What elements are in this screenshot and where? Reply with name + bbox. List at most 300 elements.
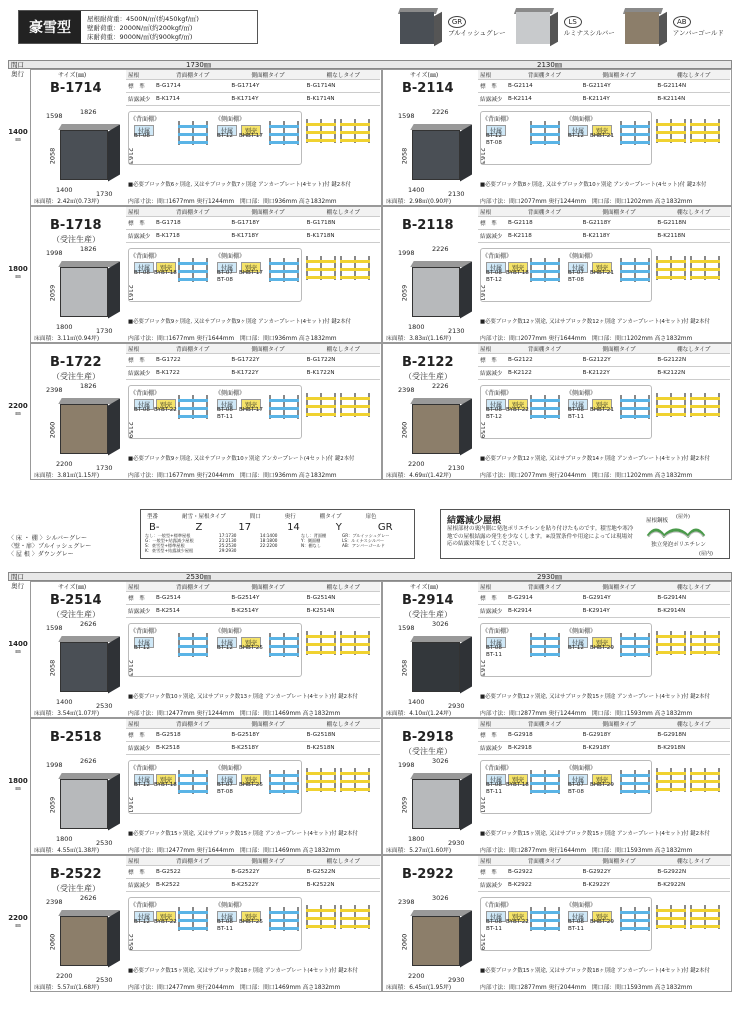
depth-unit: ㎜ bbox=[15, 410, 21, 417]
model-code: B-G1718 bbox=[156, 220, 181, 226]
back-shelf-label: 《背面棚》 bbox=[130, 116, 161, 123]
table-header: 側面棚タイプ bbox=[602, 858, 636, 865]
roof-type: 結露減少 bbox=[128, 371, 151, 377]
frontage-label: 間口 bbox=[11, 573, 24, 581]
shelf-rack-icon bbox=[690, 631, 720, 655]
included-tag: 付属 bbox=[486, 774, 506, 785]
back-shelf-label: 《背面棚》 bbox=[482, 253, 513, 260]
series-title: 豪雪型 bbox=[19, 11, 81, 43]
height-dim-front: 2060 bbox=[48, 933, 57, 951]
back-shelf-option: BYBT-18 bbox=[154, 270, 177, 276]
table-header: 棚なしタイプ bbox=[677, 858, 711, 865]
model-name: B-2514 bbox=[50, 593, 102, 608]
model-table bbox=[126, 856, 380, 892]
table-row bbox=[478, 866, 730, 879]
floor-area: 床面積：6.45㎡(1.95坪) bbox=[386, 985, 452, 991]
color-gr bbox=[400, 6, 506, 46]
table-row bbox=[478, 354, 730, 367]
code-val: Y bbox=[335, 522, 342, 533]
block-note: ■必要ブロック数12ヶ別途, 又はサブロック数15ヶ別途 アンカープレート(4セット)付 鍵2本付 bbox=[480, 694, 710, 700]
model-code: B-K2922N bbox=[657, 882, 686, 888]
code-head: 間口 bbox=[249, 514, 261, 520]
table-row bbox=[478, 729, 730, 742]
back-shelf-part: BT-11 bbox=[486, 789, 502, 795]
code-desc: 17:1730 21:2130 25:2530 29:2930 bbox=[219, 533, 237, 553]
made-to-order: （受注生産） bbox=[52, 610, 100, 619]
model-code: B-K2914 bbox=[508, 608, 532, 614]
table-header: 背面棚タイプ bbox=[176, 858, 210, 865]
side-shelf-label: 《側面棚》 bbox=[566, 390, 597, 397]
floor-area: 床面積：5.27㎡(1.60坪) bbox=[386, 848, 452, 854]
model-code: B-G2922N bbox=[657, 869, 687, 875]
model-code: B-G1714Y bbox=[231, 83, 260, 89]
table-header: 屋根 bbox=[480, 858, 492, 865]
shed-illustration bbox=[412, 773, 472, 833]
block-note: ■必要ブロック数8ヶ別途, 又はサブロック数10ヶ別途 アンカープレート(4セット)付 鍵2本付 bbox=[480, 182, 707, 188]
roof-type: 結露減少 bbox=[128, 746, 151, 752]
base-width-dim: 1730 bbox=[96, 190, 113, 198]
table-header: 側面棚タイプ bbox=[602, 721, 636, 728]
inner-dimensions: 内部寸法：間口1677mm 奥行2044mm 開口部：間口936mm 高さ1832mm bbox=[128, 473, 337, 479]
height-dim-rear: 2163 bbox=[126, 659, 135, 677]
shed-illustration bbox=[60, 636, 120, 696]
side-shelf-label: 《側面棚》 bbox=[566, 902, 597, 909]
model-code: B-G2122N bbox=[657, 357, 687, 363]
model-code: B-K2918N bbox=[657, 745, 686, 751]
shelf-rack-icon bbox=[530, 258, 560, 282]
side-shelf-part: BT-12 bbox=[568, 645, 584, 651]
height-dim-rear: 2163 bbox=[126, 147, 135, 165]
model-code: B-G2518N bbox=[306, 732, 336, 738]
model-table bbox=[478, 582, 730, 618]
width-dim: 1826 bbox=[80, 382, 97, 390]
model-name: B-2518 bbox=[50, 730, 102, 745]
depth-dim: 1998 bbox=[398, 761, 415, 769]
option-tag: 別売 bbox=[508, 911, 528, 922]
frontage-width: 1730㎜ bbox=[186, 61, 211, 69]
shelf-rack-icon bbox=[269, 258, 299, 282]
option-tag: 別売 bbox=[241, 774, 261, 785]
condensation-roof-info bbox=[440, 509, 730, 559]
table-header: 屋根 bbox=[128, 346, 140, 353]
back-shelf-option: BYBT-18 bbox=[506, 782, 529, 788]
code-desc: 14:1400 18:1800 22:2200 bbox=[260, 533, 278, 548]
option-tag: 別売 bbox=[241, 262, 261, 273]
diagram-label: 独立発泡ポリエチレン bbox=[651, 542, 706, 548]
table-row bbox=[126, 93, 380, 106]
base-depth-dim: 1400 bbox=[56, 698, 73, 706]
shelf-rack-icon bbox=[269, 770, 299, 794]
shed-illustration bbox=[412, 261, 472, 321]
table-row bbox=[126, 80, 380, 93]
shed-illustration bbox=[412, 636, 472, 696]
table-row bbox=[478, 879, 730, 892]
back-shelf-part: BT-08 bbox=[486, 270, 502, 276]
model-name: B-1714 bbox=[50, 81, 102, 96]
frontage-header-row bbox=[8, 60, 732, 69]
height-dim-front: 2060 bbox=[400, 933, 409, 951]
height-dim-front: 2059 bbox=[48, 284, 57, 302]
height-dim-front: 2058 bbox=[400, 659, 409, 677]
model-code: B-G1718Y bbox=[231, 220, 260, 226]
model-code: B-K1722Y bbox=[231, 370, 259, 376]
color-code: GR bbox=[448, 16, 466, 28]
frontage-width: 2930㎜ bbox=[537, 573, 562, 581]
model-code: B-G2118Y bbox=[582, 220, 611, 226]
back-shelf-label: 《背面棚》 bbox=[482, 628, 513, 635]
depth-dim: 2398 bbox=[46, 898, 63, 906]
table-header: 屋根 bbox=[480, 584, 492, 591]
model-name: B-2914 bbox=[402, 593, 454, 608]
base-depth-dim: 1400 bbox=[56, 186, 73, 194]
depth-row-label bbox=[8, 914, 28, 929]
base-depth-dim: 2200 bbox=[56, 460, 73, 468]
base-width-dim: 2130 bbox=[448, 464, 465, 472]
table-header: 棚なしタイプ bbox=[677, 72, 711, 79]
base-depth-dim: 1800 bbox=[56, 835, 73, 843]
included-tag: 付属 bbox=[568, 637, 588, 648]
made-to-order: （受注生産） bbox=[404, 747, 452, 756]
side-shelf-label: 《側面棚》 bbox=[215, 628, 246, 635]
legend-line: 〈壁・扉〉ブルイッシュグレー bbox=[8, 543, 92, 550]
block-note: ■必要ブロック数12ヶ別途, 又はサブロック数14ヶ別途 アンカープレート(4セット)付 鍵2本付 bbox=[480, 456, 710, 462]
roof-type: 標 準 bbox=[480, 221, 497, 227]
depth-dim: 1598 bbox=[398, 112, 415, 120]
table-header: 棚なしタイプ bbox=[677, 209, 711, 216]
model-code: B-G2514Y bbox=[231, 595, 260, 601]
table-row bbox=[478, 230, 730, 243]
shelf-rack-icon bbox=[340, 631, 370, 655]
included-tag: 付属 bbox=[134, 911, 154, 922]
side-shelf-part: BT-07 bbox=[217, 270, 233, 276]
included-tag: 付属 bbox=[217, 125, 237, 136]
roof-type: 標 準 bbox=[480, 358, 497, 364]
height-dim-front: 2058 bbox=[48, 659, 57, 677]
back-shelf-part: BT-08 bbox=[134, 407, 150, 413]
shelf-rack-icon bbox=[340, 393, 370, 417]
table-header: 背面棚タイプ bbox=[527, 858, 561, 865]
model-code: B-K2114 bbox=[508, 96, 532, 102]
model-code: B-G1722Y bbox=[231, 357, 260, 363]
model-code: B-G2118N bbox=[657, 220, 687, 226]
back-shelf-part: BT-08 bbox=[486, 919, 502, 925]
side-shelf-part: BT-07 bbox=[568, 270, 584, 276]
depth-value: 2200 bbox=[8, 401, 28, 410]
wall-load: 壁耐荷重：2000N/㎡(約200kgf/㎡) bbox=[87, 24, 193, 32]
back-shelf-label: 《背面棚》 bbox=[482, 765, 513, 772]
depth-value: 1400 bbox=[8, 127, 28, 136]
table-header: 棚なしタイプ bbox=[326, 858, 360, 865]
model-code: B-G2118 bbox=[508, 220, 533, 226]
height-dim-rear: 2161 bbox=[126, 284, 135, 302]
height-dim-rear: 2161 bbox=[478, 796, 487, 814]
included-tag: 付属 bbox=[486, 911, 506, 922]
depth-row-label bbox=[8, 402, 28, 417]
side-shelf-option: BHBT-25 bbox=[239, 782, 263, 788]
shelf-rack-icon bbox=[306, 905, 336, 929]
legend-line: 〈 屋 根 〉ダウングレー bbox=[8, 551, 74, 558]
block-note: ■必要ブロック数12ヶ別途, 又はサブロック数12ヶ別途 アンカープレート(4セット)付 鍵2本付 bbox=[480, 319, 710, 325]
model-table bbox=[126, 70, 380, 106]
size-header: サイズ(㎜) bbox=[410, 584, 439, 591]
model-name: B-1722 bbox=[50, 355, 102, 370]
table-header: 屋根 bbox=[128, 584, 140, 591]
side-shelf-option: BHBT-29 bbox=[590, 645, 614, 651]
side-shelf-label: 《側面棚》 bbox=[215, 902, 246, 909]
table-header: 側面棚タイプ bbox=[251, 346, 285, 353]
shelf-rack-icon bbox=[620, 633, 650, 657]
side-shelf-part: BT-11 bbox=[568, 926, 584, 932]
table-header: 棚なしタイプ bbox=[677, 584, 711, 591]
shelf-rack-icon bbox=[340, 256, 370, 280]
side-shelf-part: BT-08 bbox=[568, 789, 584, 795]
depth-value: 2200 bbox=[8, 913, 28, 922]
shelf-rack-icon bbox=[620, 121, 650, 145]
option-tag: 別売 bbox=[592, 637, 612, 648]
model-code: B-K2522N bbox=[306, 882, 335, 888]
model-code: B-K2514N bbox=[306, 608, 335, 614]
shelf-rack-icon bbox=[620, 258, 650, 282]
side-shelf-part: BT-08 bbox=[568, 407, 584, 413]
side-shelf-option: BHBT-25 bbox=[239, 919, 263, 925]
side-shelf-option: BHBT-17 bbox=[239, 270, 263, 276]
shed-illustration bbox=[60, 261, 120, 321]
roof-type: 結露減少 bbox=[128, 883, 151, 889]
table-header: 屋根 bbox=[480, 209, 492, 216]
model-code: B-G2114N bbox=[657, 83, 687, 89]
included-tag: 付属 bbox=[568, 125, 588, 136]
base-width-dim: 2130 bbox=[448, 190, 465, 198]
included-tag: 付属 bbox=[568, 399, 588, 410]
included-tag: 付属 bbox=[217, 262, 237, 273]
shelf-rack-icon bbox=[178, 633, 208, 657]
depth-dim: 2398 bbox=[46, 386, 63, 394]
table-header: 背面棚タイプ bbox=[527, 209, 561, 216]
model-code: B-K1714Y bbox=[231, 96, 259, 102]
depth-dim: 1598 bbox=[46, 112, 63, 120]
depth-unit: ㎜ bbox=[15, 785, 21, 792]
included-tag: 付属 bbox=[134, 125, 154, 136]
shed-color-icon bbox=[400, 6, 444, 46]
code-head: 奥行 bbox=[284, 514, 296, 520]
side-shelf-label: 《側面棚》 bbox=[215, 765, 246, 772]
side-shelf-option: BHBT-17 bbox=[239, 407, 263, 413]
shelf-rack-icon bbox=[690, 119, 720, 143]
side-shelf-part: BT-08 bbox=[568, 277, 584, 283]
back-shelf-label: 《背面棚》 bbox=[130, 390, 161, 397]
back-shelf-part: BT-12 bbox=[486, 414, 502, 420]
side-shelf-option: BHBT-29 bbox=[590, 919, 614, 925]
height-dim-rear: 2159 bbox=[126, 421, 135, 439]
model-code: B-K2918Y bbox=[582, 745, 610, 751]
shelf-rack-icon bbox=[306, 256, 336, 280]
table-header: 背面棚タイプ bbox=[527, 721, 561, 728]
depth-value: 1800 bbox=[8, 776, 28, 785]
base-depth-dim: 2200 bbox=[56, 972, 73, 980]
floor-area: 床面積：4.69㎡(1.42坪) bbox=[386, 473, 452, 479]
side-shelf-part: BT-12 bbox=[568, 133, 584, 139]
depth-dim: 1598 bbox=[398, 624, 415, 632]
side-shelf-part: BT-12 bbox=[217, 133, 233, 139]
side-shelf-part: BT-11 bbox=[568, 414, 584, 420]
table-row bbox=[478, 367, 730, 380]
shed-color-icon bbox=[516, 6, 560, 46]
height-dim-front: 2060 bbox=[48, 421, 57, 439]
width-dim: 2226 bbox=[432, 382, 449, 390]
roof-type: 標 準 bbox=[128, 596, 145, 602]
side-shelf-option: BHBT-21 bbox=[590, 270, 614, 276]
back-shelf-part: BT-12 bbox=[134, 645, 150, 651]
shelf-rack-icon bbox=[530, 395, 560, 419]
shelf-rack-icon bbox=[340, 119, 370, 143]
shelf-rack-icon bbox=[530, 770, 560, 794]
shelf-rack-icon bbox=[178, 258, 208, 282]
depth-dim: 1598 bbox=[46, 624, 63, 632]
shelf-rack-icon bbox=[306, 119, 336, 143]
model-code: B-G2114 bbox=[508, 83, 533, 89]
table-header: 棚なしタイプ bbox=[677, 721, 711, 728]
table-header: 側面棚タイプ bbox=[251, 209, 285, 216]
block-note: ■必要ブロック数9ヶ別途, 又はサブロック数10ヶ別途 アンカープレート(4セット)付 鍵2本付 bbox=[128, 456, 355, 462]
shed-illustration bbox=[60, 398, 120, 458]
option-tag: 別売 bbox=[156, 262, 176, 273]
back-shelf-option: BYBT-18 bbox=[154, 782, 177, 788]
height-dim-front: 2058 bbox=[400, 147, 409, 165]
model-code: B-K2118Y bbox=[582, 233, 610, 239]
code-head: 型番 bbox=[147, 514, 159, 520]
table-header: 側面棚タイプ bbox=[602, 72, 636, 79]
roof-type: 結露減少 bbox=[480, 883, 503, 889]
info-title: 結露減少屋根 bbox=[447, 516, 502, 526]
table-header: 背面棚タイプ bbox=[176, 721, 210, 728]
included-tag: 付属 bbox=[134, 637, 154, 648]
model-code: B-G2914Y bbox=[582, 595, 611, 601]
model-name: B-2918 bbox=[402, 730, 454, 745]
made-to-order: （受注生産） bbox=[404, 610, 452, 619]
back-shelf-label: 《背面棚》 bbox=[130, 765, 161, 772]
floor-area: 床面積：4.10㎡(1.24坪) bbox=[386, 711, 452, 717]
model-code: B-K2918 bbox=[508, 745, 532, 751]
option-tag: 別売 bbox=[592, 911, 612, 922]
color-name: ブルイッシュグレー bbox=[448, 28, 506, 37]
roof-type: 結露減少 bbox=[480, 97, 503, 103]
shed-color-icon bbox=[625, 6, 669, 46]
base-width-dim: 2130 bbox=[448, 327, 465, 335]
table-row bbox=[126, 729, 380, 742]
option-tag: 別売 bbox=[508, 399, 528, 410]
floor-area: 床面積：5.57㎡(1.68坪) bbox=[34, 985, 100, 991]
back-shelf-part: BT-11 bbox=[486, 652, 502, 658]
base-width-dim: 2530 bbox=[96, 976, 113, 984]
back-shelf-part: BT-08 bbox=[134, 270, 150, 276]
option-tag: 別売 bbox=[156, 911, 176, 922]
model-code: B-K2122 bbox=[508, 370, 532, 376]
depth-row-label bbox=[8, 128, 28, 143]
option-tag: 別売 bbox=[592, 262, 612, 273]
model-code: B-K1718 bbox=[156, 233, 180, 239]
included-tag: 付属 bbox=[134, 262, 154, 273]
model-table bbox=[478, 856, 730, 892]
floor-area: 床面積：2.98㎡(0.90坪) bbox=[386, 199, 452, 205]
depth-label: 奥行 bbox=[11, 70, 24, 78]
back-shelf-part: BT-12 bbox=[486, 133, 502, 139]
table-row bbox=[126, 866, 380, 879]
back-shelf-part: BT-12 bbox=[134, 919, 150, 925]
side-shelf-option: BHBT-21 bbox=[590, 133, 614, 139]
depth-row-label bbox=[8, 640, 28, 655]
table-row bbox=[126, 217, 380, 230]
model-name: B-2522 bbox=[50, 867, 102, 882]
back-shelf-option: BYBT-18 bbox=[506, 270, 529, 276]
table-row bbox=[126, 742, 380, 755]
depth-dim: 2398 bbox=[398, 898, 415, 906]
back-shelf-part: BT-08 bbox=[486, 407, 502, 413]
table-header: 側面棚タイプ bbox=[602, 209, 636, 216]
base-width-dim: 2530 bbox=[96, 839, 113, 847]
model-table bbox=[478, 70, 730, 106]
included-tag: 付属 bbox=[568, 911, 588, 922]
model-table bbox=[126, 719, 380, 755]
model-table bbox=[126, 344, 380, 380]
included-tag: 付属 bbox=[486, 262, 506, 273]
color-name: ルミナスシルバー bbox=[563, 28, 615, 37]
table-header: 背面棚タイプ bbox=[176, 72, 210, 79]
series-header bbox=[18, 10, 258, 44]
model-table bbox=[478, 719, 730, 755]
side-shelf-part: BT-11 bbox=[217, 926, 233, 932]
size-header: サイズ(㎜) bbox=[58, 72, 87, 79]
roof-type: 標 準 bbox=[480, 84, 497, 90]
model-code: B-K1718Y bbox=[231, 233, 259, 239]
depth-unit: ㎜ bbox=[15, 136, 21, 143]
shelf-rack-icon bbox=[656, 905, 686, 929]
table-header: 背面棚タイプ bbox=[176, 209, 210, 216]
back-shelf-label: 《背面棚》 bbox=[482, 390, 513, 397]
included-tag: 付属 bbox=[568, 262, 588, 273]
model-table bbox=[478, 207, 730, 243]
side-shelf-label: 《側面棚》 bbox=[215, 116, 246, 123]
roof-type: 標 準 bbox=[128, 221, 145, 227]
model-code: B-K2122Y bbox=[582, 370, 610, 376]
shelf-rack-icon bbox=[306, 393, 336, 417]
made-to-order: （受注生産） bbox=[52, 884, 100, 893]
shed-illustration bbox=[60, 910, 120, 970]
color-ab bbox=[625, 6, 724, 46]
base-width-dim: 2930 bbox=[448, 976, 465, 984]
size-header: サイズ(㎜) bbox=[58, 584, 87, 591]
option-tag: 別売 bbox=[156, 774, 176, 785]
option-tag: 別売 bbox=[592, 125, 612, 136]
shelf-rack-icon bbox=[656, 256, 686, 280]
model-code: B-K2114Y bbox=[582, 96, 610, 102]
model-code: B-K2118N bbox=[657, 233, 686, 239]
model-code: B-G2914N bbox=[657, 595, 687, 601]
code-head: 耐雪・屋根タイプ bbox=[182, 514, 226, 520]
base-width-dim: 2930 bbox=[448, 702, 465, 710]
shelf-rack-icon bbox=[656, 631, 686, 655]
included-tag: 付属 bbox=[486, 637, 506, 648]
option-tag: 別売 bbox=[156, 399, 176, 410]
model-table bbox=[478, 344, 730, 380]
shelf-rack-icon bbox=[620, 395, 650, 419]
side-shelf-option: BHBT-25 bbox=[239, 645, 263, 651]
side-shelf-part: BT-08 bbox=[217, 407, 233, 413]
frontage-width: 2130㎜ bbox=[537, 61, 562, 69]
table-row bbox=[126, 367, 380, 380]
shelf-rack-icon bbox=[656, 393, 686, 417]
inner-dimensions: 内部寸法：間口2077mm 奥行1244mm 開口部：間口1202mm 高さ1832mm bbox=[480, 199, 693, 205]
back-shelf-part: BT-08 bbox=[134, 133, 150, 139]
